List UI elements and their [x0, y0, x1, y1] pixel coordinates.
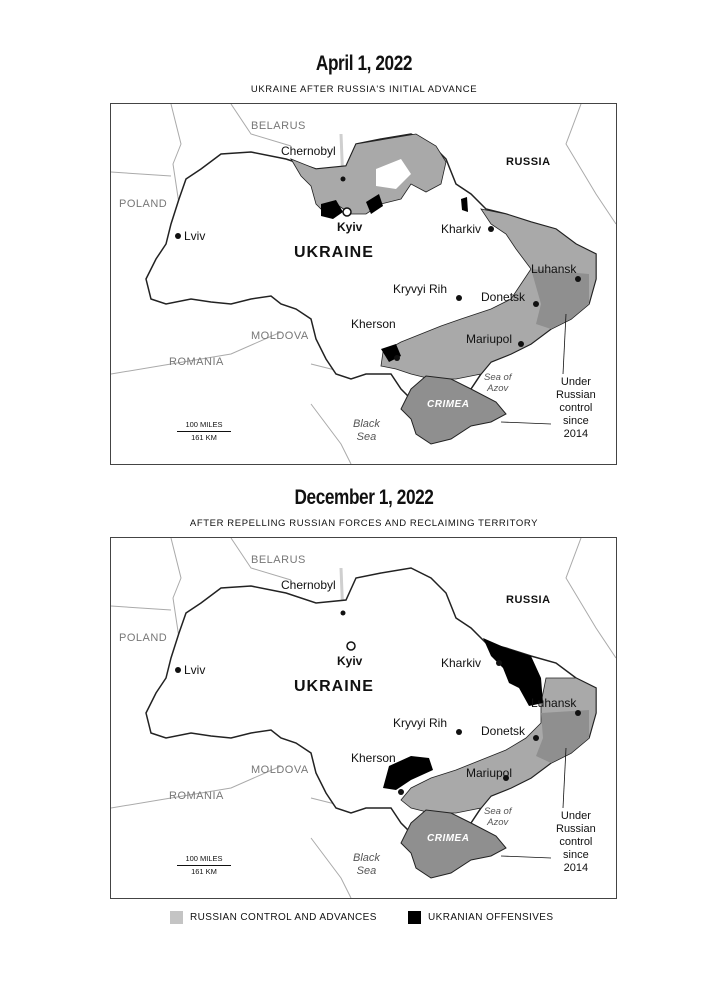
donetsk-dot: [533, 735, 539, 741]
label-kryvyi-rih: Kryvyi Rih: [393, 282, 448, 296]
donetsk-dot: [533, 301, 539, 307]
label-romania: ROMANIA: [169, 790, 224, 802]
lviv-dot: [175, 667, 181, 673]
map2-panel: [110, 537, 617, 899]
note-leader-2: [501, 856, 551, 858]
map2-title: December 1, 2022: [294, 486, 434, 509]
label-moldova: MOLDOVA: [251, 764, 309, 776]
label-russia: RUSSIA: [506, 156, 551, 168]
label-under-russian-control: Under Russian control since 2014: [556, 376, 596, 440]
label-chernobyl: Chernobyl: [281, 578, 336, 592]
map1-subtitle: UKRAINE AFTER RUSSIA'S INITIAL ADVANCE: [250, 84, 478, 95]
label-kryvyi-rih: Kryvyi Rih: [393, 716, 448, 730]
label-luhansk: Luhansk: [531, 696, 577, 710]
label-kherson: Kherson: [351, 317, 396, 331]
label-black-sea: Black Sea: [353, 852, 380, 877]
luhansk-dot: [575, 710, 581, 716]
label-kharkiv: Kharkiv: [441, 656, 482, 670]
kharkiv-dot: [488, 226, 494, 232]
label-lviv: Lviv: [184, 229, 206, 243]
legend-ukrainian-label: UKRANIAN OFFENSIVES: [428, 912, 554, 923]
luhansk-dot: [575, 276, 581, 282]
scale-bar: 100 MILES 161 KM: [177, 420, 231, 443]
map2-subtitle: AFTER REPELLING RUSSIAN FORCES AND RECLAIMING TERRITORY: [189, 518, 539, 529]
kryvyi-rih-dot: [456, 729, 462, 735]
occupied-2014-donbas: [536, 710, 589, 763]
kherson-dot: [394, 355, 400, 361]
label-kharkiv: Kharkiv: [441, 222, 482, 236]
legend-russian-swatch: [170, 911, 183, 924]
map1-panel: [110, 103, 617, 465]
label-sea-of-azov: Sea of Azov: [484, 372, 512, 394]
label-black-sea: Black Sea: [353, 418, 380, 443]
label-ukraine: UKRAINE: [294, 244, 374, 261]
label-moldova: MOLDOVA: [251, 330, 309, 342]
kharkiv-dot: [496, 660, 502, 666]
label-russia: RUSSIA: [506, 594, 551, 606]
chernobyl-dot: [341, 611, 346, 616]
legend: [0, 910, 728, 926]
label-poland: POLAND: [119, 198, 168, 210]
label-lviv: Lviv: [184, 663, 206, 677]
kyiv-star: [343, 208, 351, 216]
map2-svg: [111, 538, 616, 898]
mariupol-dot: [518, 341, 524, 347]
label-belarus: BELARUS: [251, 120, 306, 132]
label-donetsk: Donetsk: [481, 290, 526, 304]
kyiv-star: [347, 642, 355, 650]
label-crimea: CRIMEA: [427, 833, 470, 844]
label-kyiv: Kyiv: [337, 220, 363, 234]
label-kyiv: Kyiv: [337, 654, 363, 668]
note-leader-2: [501, 422, 551, 424]
label-sea-of-azov: Sea of Azov: [484, 806, 512, 828]
label-kherson: Kherson: [351, 751, 396, 765]
scale-bar: 100 MILES 161 KM: [177, 854, 231, 877]
label-mariupol: Mariupol: [466, 766, 513, 780]
label-poland: POLAND: [119, 632, 168, 644]
chernobyl-dot: [341, 177, 346, 182]
label-under-russian-control: Under Russian control since 2014: [556, 810, 596, 874]
kherson-dot: [398, 789, 404, 795]
label-mariupol: Mariupol: [466, 332, 513, 346]
legend-ukrainian-swatch: [408, 911, 421, 924]
label-romania: ROMANIA: [169, 356, 224, 368]
label-chernobyl: Chernobyl: [281, 144, 336, 158]
legend-russian-label: RUSSIAN CONTROL AND ADVANCES: [190, 912, 377, 923]
map1-title: April 1, 2022: [315, 52, 413, 75]
label-crimea: CRIMEA: [427, 399, 470, 410]
label-luhansk: Luhansk: [531, 262, 577, 276]
kryvyi-rih-dot: [456, 295, 462, 301]
label-donetsk: Donetsk: [481, 724, 526, 738]
lviv-dot: [175, 233, 181, 239]
label-ukraine: UKRAINE: [294, 678, 374, 695]
label-belarus: BELARUS: [251, 554, 306, 566]
offensive-east-1: [461, 197, 468, 212]
